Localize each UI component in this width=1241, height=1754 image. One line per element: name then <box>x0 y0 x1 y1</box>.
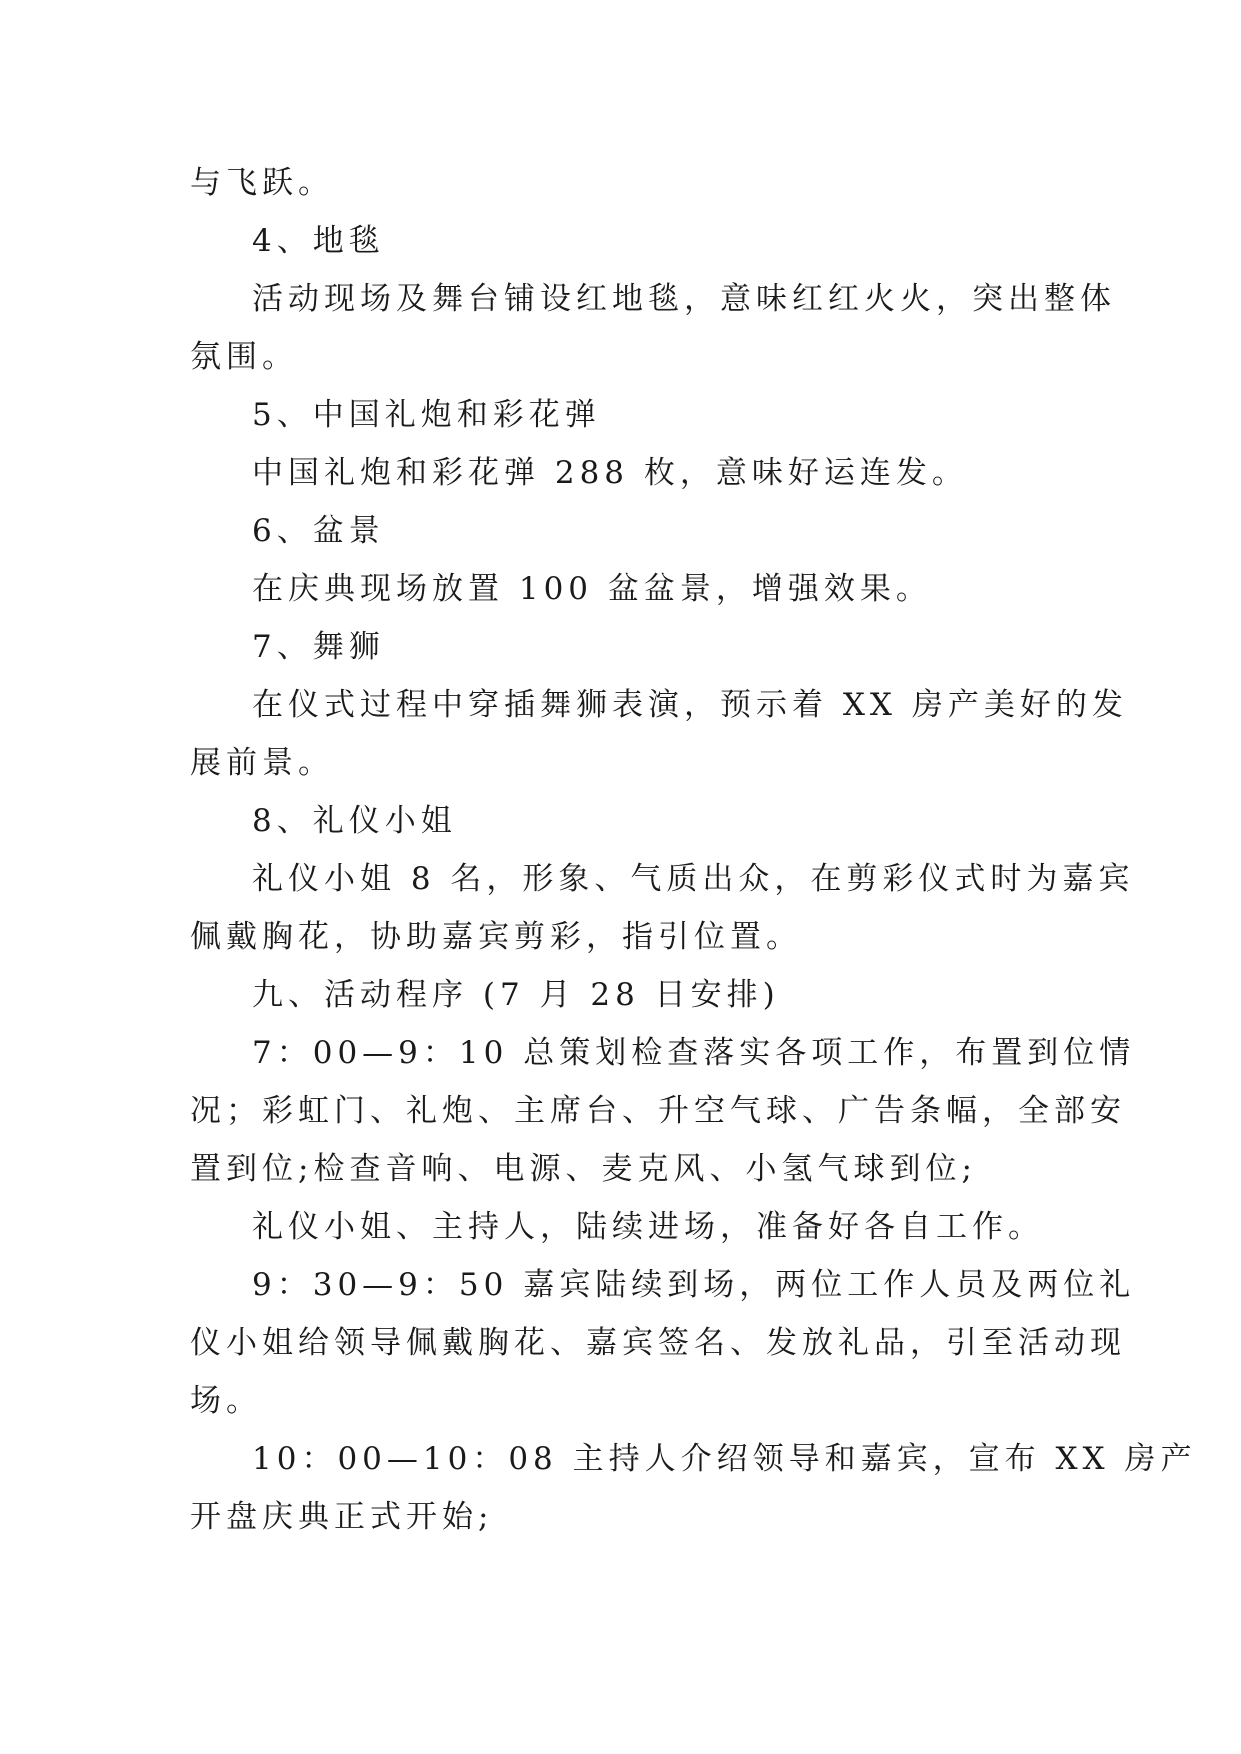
section-heading-lion-dance: 7、舞狮 <box>252 629 385 665</box>
text-line: 礼仪小姐、主持人，陆续进场，准备好各自工作。 <box>252 1209 1044 1245</box>
text-line: 在庆典现场放置 100 盆盆景，增强效果。 <box>252 571 932 607</box>
text-line: 活动现场及舞台铺设红地毯，意味红红火火，突出整体 <box>252 281 1116 317</box>
document-page <box>190 154 1197 1546</box>
section-heading-salute: 5、中国礼炮和彩花弹 <box>252 397 601 433</box>
text-line: 10：00—10：08 主持人介绍领导和嘉宾，宣布 XX 房产 <box>252 1441 1197 1477</box>
text-line: 与飞跃。 <box>190 165 334 201</box>
text-line: 场。 <box>190 1383 262 1419</box>
text-line: 9：30—9：50 嘉宾陆续到场，两位工作人员及两位礼 <box>252 1267 1136 1303</box>
text-line: 礼仪小姐 8 名，形象、气质出众，在剪彩仪式时为嘉宾 <box>252 861 1135 897</box>
section-heading-program: 九、活动程序 (7 月 28 日安排) <box>252 977 780 1013</box>
text-line: 置到位;检查音响、电源、麦克风、小氢气球到位; <box>190 1151 977 1187</box>
text-line: 7：00—9：10 总策划检查落实各项工作，布置到位情 <box>252 1035 1136 1071</box>
text-line: 氛围。 <box>190 339 298 375</box>
text-line: 在仪式过程中穿插舞狮表演，预示着 XX 房产美好的发 <box>252 687 1128 723</box>
section-heading-carpet: 4、地毯 <box>252 223 385 259</box>
text-line: 展前景。 <box>190 745 334 781</box>
text-line: 佩戴胸花，协助嘉宾剪彩，指引位置。 <box>190 919 802 955</box>
section-heading-etiquette: 8、礼仪小姐 <box>252 803 457 839</box>
text-line: 仪小姐给领导佩戴胸花、嘉宾签名、发放礼品，引至活动现 <box>190 1325 1126 1361</box>
text-line: 开盘庆典正式开始; <box>190 1499 494 1535</box>
text-line: 中国礼炮和彩花弹 288 枚，意味好运连发。 <box>252 455 968 491</box>
text-line: 况；彩虹门、礼炮、主席台、升空气球、广告条幅，全部安 <box>190 1093 1126 1129</box>
section-heading-bonsai: 6、盆景 <box>252 513 385 549</box>
